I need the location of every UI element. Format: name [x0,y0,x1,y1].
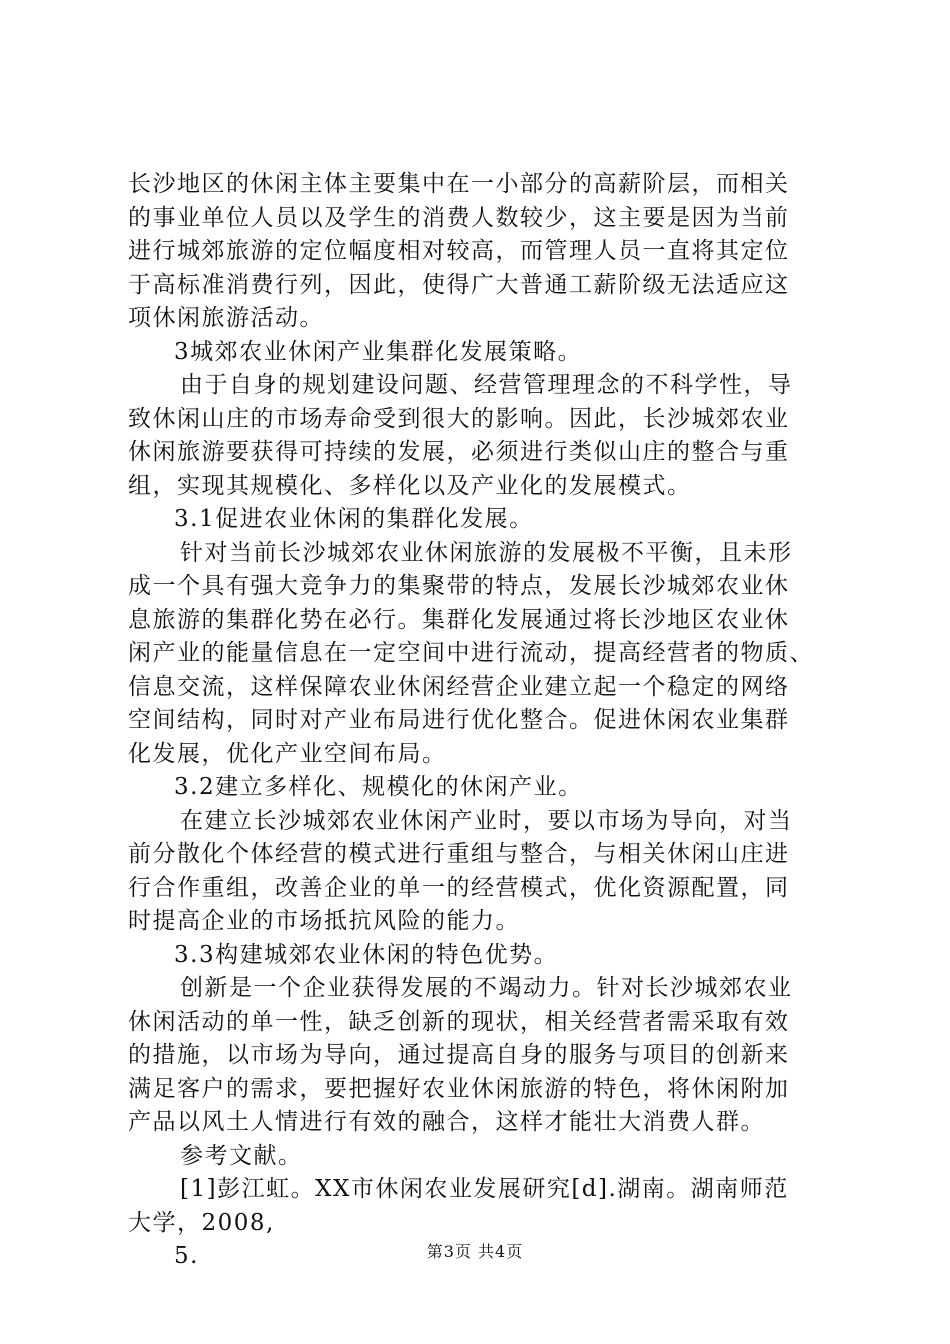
paragraph-line: 前分散化个体经营的模式进行重组与整合，与相关休闲山庄进 [128,841,790,867]
paragraph-line: 成一个具有强大竞争力的集聚带的特点，发展长沙城郊农业休 [128,573,790,599]
paragraph-line: 致休闲山庄的市场寿命受到很大的影响。因此，长沙城郊农业 [128,405,790,432]
paragraph-line: 化发展，优化产业空间布局。 [128,740,447,767]
paragraph-line: 项休闲旅游活动。 [128,305,324,331]
paragraph-line: 的措施，以市场为导向，通过提高自身的服务与项目的创新来 [128,1042,790,1068]
paragraph-line: 组，实现其规模化、多样化以及产业化的发展模式。 [128,472,692,499]
paragraph-line: 进行城郊旅游的定位幅度相对较高，而管理人员一直将其定位 [128,238,790,264]
references-heading: 参考文献。 [180,1142,303,1169]
paragraph-line: 于高标准消费行列，因此，使得广大普通工薪阶级无法适应这 [128,271,790,298]
paragraph-line: 行合作重组，改善企业的单一的经营模式，优化资源配置，同 [128,874,790,901]
paragraph-line: 在建立长沙城郊农业休闲产业时，要以市场为导向，对当 [180,807,793,834]
paragraph-line: 时提高企业的市场抵抗风险的能力。 [128,908,520,934]
reference-line: 5. [174,1243,199,1269]
reference-line: 大学，2008, [128,1209,275,1236]
paragraph-line: 由于自身的规划建设问题、经营管理理念的不科学性，导 [180,372,793,398]
paragraph-line: 满足客户的需求，要把握好农业休闲旅游的特色，将休闲附加 [128,1075,790,1102]
paragraph-line: 息旅游的集群化势在必行。集群化发展通过将长沙地区农业休 [128,606,790,633]
paragraph-line: 针对当前长沙城郊农业休闲旅游的发展极不平衡，且未形 [180,539,793,566]
paragraph-line: 的事业单位人员以及学生的消费人数较少，这主要是因为当前 [128,204,790,231]
paragraph-line: 产品以风土人情进行有效的融合，这样才能壮大消费人群。 [128,1109,765,1135]
paragraph-line: 长沙地区的休闲主体主要集中在一小部分的高薪阶层，而相关 [128,171,790,197]
paragraph-line: 休闲旅游要获得可持续的发展，必须进行类似山庄的整合与重 [128,439,790,465]
subsection-heading: 3.1促进农业休闲的集群化发展。 [174,506,534,532]
page-footer: 第3页 共4页 [426,1242,524,1261]
paragraph-line: 闲产业的能量信息在一定空间中进行流动，提高经营者的物质、 [128,640,814,666]
reference-line: [1]彭江虹。XX市休闲农业发展研究[d].湖南。湖南师范 [180,1176,789,1202]
subsection-heading: 3.3构建城郊农业休闲的特色优势。 [174,941,559,968]
document-body [128,168,828,1274]
paragraph-line: 休闲活动的单一性，缺乏创新的现状，相关经营者需采取有效 [128,1008,790,1035]
section-heading: 3城郊农业休闲产业集群化发展策略。 [174,338,583,365]
paragraph-line: 创新是一个企业获得发展的不竭动力。针对长沙城郊农业 [180,975,793,1001]
paragraph-line: 信息交流，这样保障农业休闲经营企业建立起一个稳定的网络 [128,673,790,700]
subsection-heading: 3.2建立多样化、规模化的休闲产业。 [174,774,583,800]
paragraph-line: 空间结构，同时对产业布局进行优化整合。促进休闲农业集群 [128,707,790,733]
